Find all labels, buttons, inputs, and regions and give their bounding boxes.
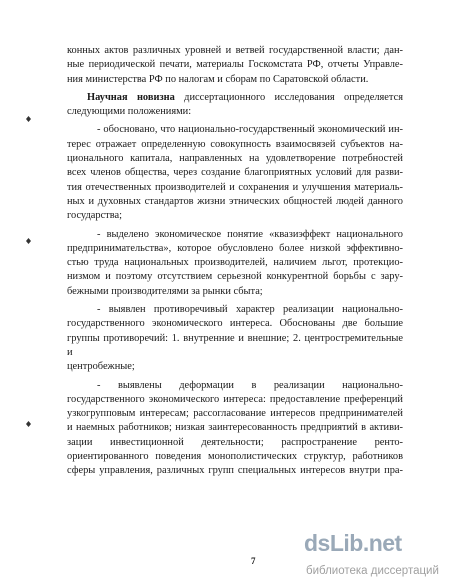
text-line: государственного экономического интереса: предоставление преференций: [67, 393, 403, 405]
text-line: следующими положениями:: [67, 106, 192, 118]
novelty-heading-line: [67, 91, 403, 105]
text-line: - обосновано, что национально-государственный экономический ин-: [97, 124, 403, 136]
text-line: центробежные;: [67, 361, 135, 373]
text-line: ориентированного поведения монополистических структур, работников: [67, 451, 403, 463]
text-line: стью труда национальных производителей, наличием льгот, протекцио-: [67, 257, 403, 269]
watermark[interactable]: [300, 530, 450, 582]
text-line: конных актов различных уровней и ветвей государственной власти; дан-: [67, 45, 403, 56]
text-line: - выявлен противоречивый характер реализации национально-: [97, 304, 403, 316]
novelty-heading: Научная новизна: [87, 91, 175, 103]
text-line: тия отечественных производителей и сохранения и улучшения материаль-: [67, 181, 403, 193]
text-line: - выявлены деформации в реализации национально-: [97, 379, 403, 391]
text-line: ния министерства РФ по налогам и сборам по Саратовской области.: [67, 73, 369, 85]
text-line: ные периодической печати, материалы Госкомстата РФ, отчеты Управле-: [67, 59, 403, 71]
text-line: предпринимательства», которое обусловлено более низкой эффективно-: [67, 242, 403, 254]
text-line: терес отражает определенную совокупность взаимосвязей субъектов на-: [67, 138, 403, 150]
text-line: ционального капитала, направленных на удовлетворение потребностей: [67, 153, 403, 165]
text-line: группы противоречий: 1. внутренние и внешние; 2. центростремительные и: [67, 332, 403, 358]
watermark-subtitle: библиотека диссертаций: [306, 565, 439, 577]
margin-mark: [26, 116, 31, 122]
text-line: низмом и поэтому отсутствием серьезной конкурентной борьбы с зару-: [67, 271, 403, 283]
margin-mark: [26, 421, 31, 427]
watermark-logo: dsLib.net: [304, 530, 402, 556]
text-line: и наемных работников; низкая заинтересованность предприятий в активи-: [67, 422, 403, 434]
text-line: узкогрупповым интересам; рассогласование интересов предпринимателей: [67, 408, 403, 420]
page-number: 7: [251, 556, 256, 566]
text-line: зации инвестиционной деятельности; распространение ренто-: [67, 436, 403, 448]
text-line: государственного экономического интереса. Обоснованы две большие: [67, 318, 403, 330]
text-line: ных и духовных стандартов жизни этнических общностей людей данного: [67, 195, 403, 207]
text-line: - выделено экономическое понятие «квазиэффект национального: [97, 228, 403, 240]
text-line: бежными производителями за рынки сбыта;: [67, 285, 263, 297]
text-line: сферы управления, различных групп специальных интересов внутри пра-: [67, 465, 403, 477]
body-text: [67, 44, 403, 479]
text-line: государства;: [67, 210, 122, 222]
novelty-heading-rest: диссертационного исследования определяется: [174, 91, 403, 103]
margin-mark: [26, 238, 31, 244]
text-line: всех членов общества, через создание благоприятных условий для разви-: [67, 167, 403, 179]
